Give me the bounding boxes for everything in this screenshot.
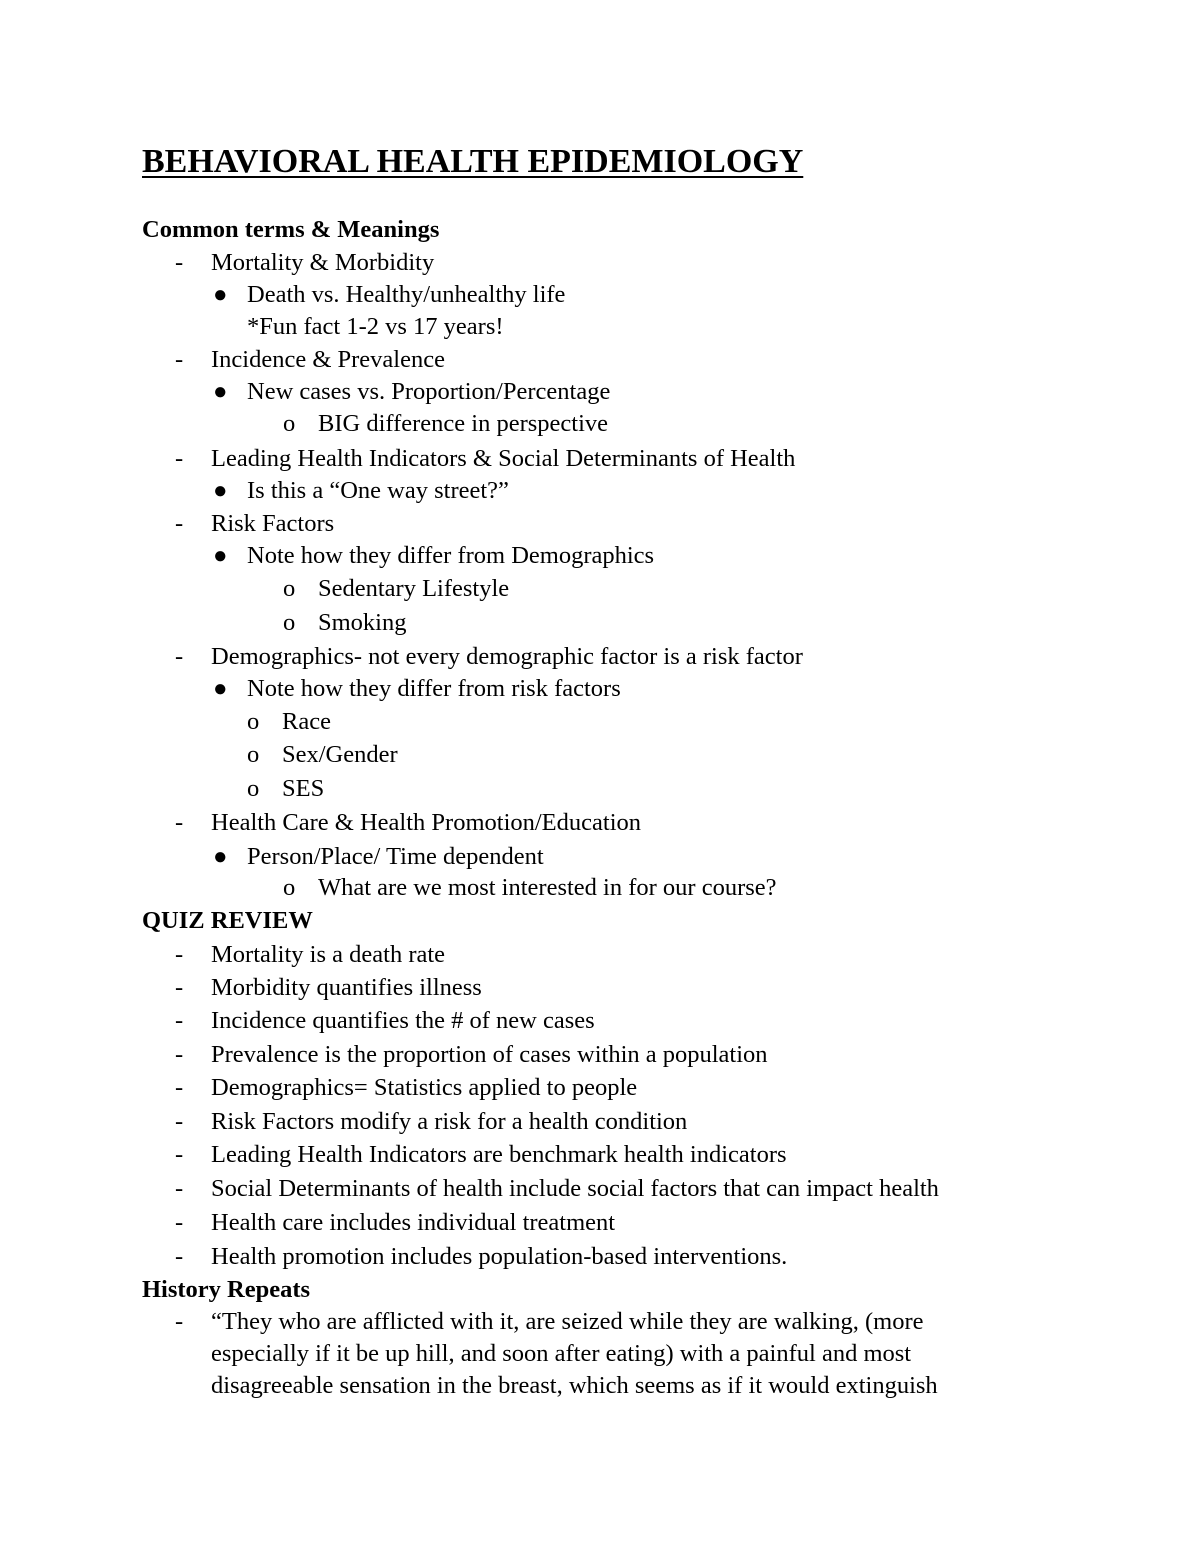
sub-bullet-text: Sedentary Lifestyle bbox=[318, 575, 510, 602]
sub-bullet-text: SES bbox=[282, 775, 325, 802]
dash-marker: - bbox=[175, 941, 184, 968]
circle-bullet-icon: o bbox=[247, 708, 260, 735]
dash-marker: - bbox=[175, 249, 184, 276]
document-title: BEHAVIORAL HEALTH EPIDEMIOLOGY bbox=[142, 143, 804, 180]
section-heading-common-terms: Common terms & Meanings bbox=[142, 216, 440, 243]
quote-text: disagreeable sensation in the breast, which seems as if it would extinguish bbox=[211, 1372, 938, 1399]
list-item-text: Health promotion includes population-based interventions. bbox=[211, 1243, 788, 1270]
list-item-text: Incidence quantifies the # of new cases bbox=[211, 1007, 595, 1034]
dash-marker: - bbox=[175, 974, 184, 1001]
circle-bullet-icon: o bbox=[283, 874, 296, 901]
bullet-icon: ● bbox=[213, 379, 228, 405]
dash-marker: - bbox=[175, 346, 184, 373]
section-heading-quiz-review: QUIZ REVIEW bbox=[142, 907, 313, 934]
circle-bullet-icon: o bbox=[283, 410, 296, 437]
list-item-text: Incidence & Prevalence bbox=[211, 346, 445, 373]
bullet-text: Person/Place/ Time dependent bbox=[247, 843, 544, 870]
note-text: *Fun fact 1-2 vs 17 years! bbox=[247, 313, 504, 340]
list-item-text: Health care includes individual treatment bbox=[211, 1209, 616, 1236]
quote-text: especially if it be up hill, and soon after eating) with a painful and most bbox=[211, 1340, 912, 1367]
dash-marker: - bbox=[175, 1175, 184, 1202]
bullet-text: Death vs. Healthy/unhealthy life bbox=[247, 281, 566, 308]
dash-marker: - bbox=[175, 1243, 184, 1270]
bullet-text: Note how they differ from risk factors bbox=[247, 675, 621, 702]
bullet-icon: ● bbox=[213, 282, 228, 308]
list-item-text: Leading Health Indicators are benchmark health indicators bbox=[211, 1141, 787, 1168]
list-item-text: Demographics= Statistics applied to people bbox=[211, 1074, 638, 1101]
bullet-icon: ● bbox=[213, 478, 228, 504]
bullet-icon: ● bbox=[213, 844, 228, 870]
dash-marker: - bbox=[175, 1308, 184, 1335]
section-heading-history-repeats: History Repeats bbox=[142, 1276, 311, 1303]
circle-bullet-icon: o bbox=[247, 741, 260, 768]
circle-bullet-icon: o bbox=[283, 575, 296, 602]
bullet-text: Is this a “One way street?” bbox=[247, 477, 509, 504]
circle-bullet-icon: o bbox=[247, 775, 260, 802]
list-item-text: Health Care & Health Promotion/Education bbox=[211, 809, 642, 836]
bullet-icon: ● bbox=[213, 676, 228, 702]
sub-bullet-text: BIG difference in perspective bbox=[318, 410, 609, 437]
sub-bullet-text: Smoking bbox=[318, 609, 407, 636]
dash-marker: - bbox=[175, 1007, 184, 1034]
sub-bullet-text: Race bbox=[282, 708, 331, 735]
dash-marker: - bbox=[175, 1074, 184, 1101]
dash-marker: - bbox=[175, 510, 184, 537]
circle-bullet-icon: o bbox=[283, 609, 296, 636]
dash-marker: - bbox=[175, 1041, 184, 1068]
list-item-text: Risk Factors modify a risk for a health condition bbox=[211, 1108, 688, 1135]
list-item-text: Morbidity quantifies illness bbox=[211, 974, 482, 1001]
list-item-text: Social Determinants of health include social factors that can impact health bbox=[211, 1175, 939, 1202]
bullet-text: New cases vs. Proportion/Percentage bbox=[247, 378, 611, 405]
list-item-text: Leading Health Indicators & Social Determinants of Health bbox=[211, 445, 796, 472]
list-item-text: Demographics- not every demographic factor is a risk factor bbox=[211, 643, 803, 670]
sub-bullet-text: Sex/Gender bbox=[282, 741, 398, 768]
list-item-text: Mortality & Morbidity bbox=[211, 249, 435, 276]
quote-text: “They who are afflicted with it, are seized while they are walking, (more bbox=[211, 1308, 924, 1335]
dash-marker: - bbox=[175, 445, 184, 472]
dash-marker: - bbox=[175, 643, 184, 670]
dash-marker: - bbox=[175, 1141, 184, 1168]
list-item-text: Mortality is a death rate bbox=[211, 941, 446, 968]
dash-marker: - bbox=[175, 809, 184, 836]
sub-bullet-text: What are we most interested in for our course? bbox=[318, 874, 777, 901]
list-item-text: Prevalence is the proportion of cases within a population bbox=[211, 1041, 768, 1068]
bullet-icon: ● bbox=[213, 543, 228, 569]
bullet-text: Note how they differ from Demographics bbox=[247, 542, 655, 569]
list-item-text: Risk Factors bbox=[211, 510, 335, 537]
dash-marker: - bbox=[175, 1209, 184, 1236]
dash-marker: - bbox=[175, 1108, 184, 1135]
